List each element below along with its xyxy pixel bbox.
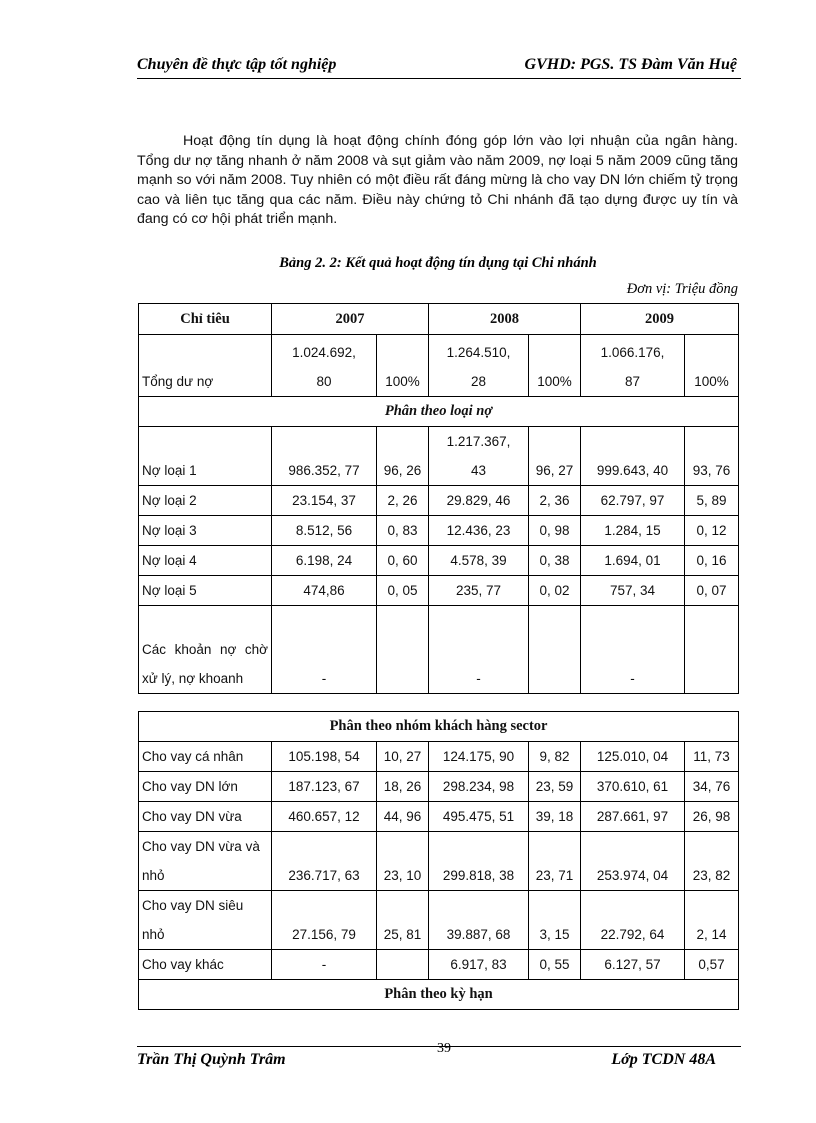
value-2008: 4.578, 39 <box>429 546 529 576</box>
percent-2008: 96, 27 <box>529 427 581 486</box>
percent-2008 <box>529 606 581 694</box>
section-title: Phân theo loại nợ <box>139 397 739 427</box>
percent-2008: 100% <box>529 335 581 397</box>
row-label: Cho vay DN vừa và nhỏ <box>139 832 272 891</box>
value-2007: - <box>272 950 377 980</box>
value-2009: 62.797, 97 <box>581 486 685 516</box>
header-indicator: Chỉ tiêu <box>139 304 272 335</box>
value-2007: 474,86 <box>272 576 377 606</box>
percent-2007: 18, 26 <box>377 772 429 802</box>
footer-class: Lớp TCDN 48A <box>611 1051 716 1068</box>
section-row-term <box>139 980 739 1010</box>
page-footer <box>137 1041 741 1075</box>
percent-2007: 0, 05 <box>377 576 429 606</box>
percent-2007: 23, 10 <box>377 832 429 891</box>
table-row <box>139 486 739 516</box>
value-2009: 287.661, 97 <box>581 802 685 832</box>
page-header <box>137 54 741 79</box>
table-row <box>139 950 739 980</box>
percent-2007 <box>377 950 429 980</box>
percent-2008: 39, 18 <box>529 802 581 832</box>
value-2009: 253.974, 04 <box>581 832 685 891</box>
value-2007: 460.657, 12 <box>272 802 377 832</box>
section-row-debt-type <box>139 397 739 427</box>
percent-2007: 0, 83 <box>377 516 429 546</box>
table-row <box>139 832 739 891</box>
value-2008: - <box>429 606 529 694</box>
value-2009-line2: 87 <box>624 374 641 389</box>
row-label: Nợ loại 1 <box>139 427 272 486</box>
percent-2007: 25, 81 <box>377 891 429 950</box>
value-2007: 187.123, 67 <box>272 772 377 802</box>
row-label: Nợ loại 4 <box>139 546 272 576</box>
percent-2009: 26, 98 <box>685 802 739 832</box>
percent-2008: 0, 38 <box>529 546 581 576</box>
row-label: Cho vay DN vừa <box>139 802 272 832</box>
row-label: Nợ loại 3 <box>139 516 272 546</box>
row-label: Các khoản nợ chờ xử lý, nợ khoanh <box>139 606 272 694</box>
percent-2007: 44, 96 <box>377 802 429 832</box>
percent-2008: 0, 98 <box>529 516 581 546</box>
value-2007: 986.352, 77 <box>272 427 377 486</box>
percent-2009 <box>685 606 739 694</box>
value-2009-line1: 1.066.176, <box>600 345 665 360</box>
table-caption-text: Bảng 2. 2: Kết quả hoạt động tín dụng tại Chi nhánh <box>279 255 597 271</box>
value-2007: 27.156, 79 <box>272 891 377 950</box>
percent-2009: 5, 89 <box>685 486 739 516</box>
percent-2009: 23, 82 <box>685 832 739 891</box>
table-caption <box>0 255 816 272</box>
table-row <box>139 772 739 802</box>
percent-2008: 23, 71 <box>529 832 581 891</box>
percent-2007: 10, 27 <box>377 742 429 772</box>
table-row <box>139 802 739 832</box>
value-2007: 105.198, 54 <box>272 742 377 772</box>
value-2008: 299.818, 38 <box>429 832 529 891</box>
table-row <box>139 891 739 950</box>
percent-2007: 100% <box>377 335 429 397</box>
table-header-row <box>139 304 739 335</box>
value-2008-line2: 28 <box>470 374 487 389</box>
percent-2009: 0,57 <box>685 950 739 980</box>
value-2008-line1: 1.217.367, <box>446 434 511 449</box>
row-label: Cho vay khác <box>139 950 272 980</box>
row-label: Nợ loại 5 <box>139 576 272 606</box>
value-2007: - <box>272 606 377 694</box>
percent-2009: 2, 14 <box>685 891 739 950</box>
body-paragraph: Hoạt động tín dụng là hoạt động chính đóng góp lớn vào lợi nhuận của ngân hàng. Tổng dư nợ tăng nhanh ở năm 2008 và sụt giảm vào năm 2009, nợ loại 5 năm 2009 cũng tăng mạnh so với năm 2008. Tuy nhiên có một điều rất đáng mừng là cho vay DN lớn chiếm tỷ trọng cao và liên tục tăng qua các năm. Điều này chứng tỏ Chi nhánh đã tạo dựng được uy tín và đang có cơ hội phát triển mạnh. <box>137 133 738 227</box>
value-2009: 999.643, 40 <box>581 427 685 486</box>
percent-2009: 34, 76 <box>685 772 739 802</box>
percent-2009: 11, 73 <box>685 742 739 772</box>
table-row-pending <box>139 606 739 694</box>
percent-2007: 2, 26 <box>377 486 429 516</box>
unit-label: Đơn vị: Triệu đồng <box>626 281 738 297</box>
table-row-total <box>139 335 739 397</box>
section-row-customer-group <box>139 712 739 742</box>
value-2008-line1: 1.264.510, <box>446 345 511 360</box>
page-number: 39 <box>437 1041 451 1056</box>
value-2008 <box>429 427 529 486</box>
footer-author: Trần Thị Quỳnh Trâm <box>137 1051 286 1068</box>
value-2009 <box>581 335 685 397</box>
value-2008: 124.175, 90 <box>429 742 529 772</box>
value-2008-line2: 43 <box>470 463 487 478</box>
value-2007-line1: 1.024.692, <box>292 345 356 360</box>
percent-2008: 0, 55 <box>529 950 581 980</box>
table-row <box>139 427 739 486</box>
value-2007: 6.198, 24 <box>272 546 377 576</box>
row-label: Cho vay DN siêu nhỏ <box>139 891 272 950</box>
header-2008: 2008 <box>429 304 581 335</box>
percent-2009: 93, 76 <box>685 427 739 486</box>
header-2009: 2009 <box>581 304 739 335</box>
row-label: Nợ loại 2 <box>139 486 272 516</box>
percent-2008: 2, 36 <box>529 486 581 516</box>
header-2007: 2007 <box>272 304 429 335</box>
value-2009: 6.127, 57 <box>581 950 685 980</box>
value-2009: 370.610, 61 <box>581 772 685 802</box>
table-row <box>139 516 739 546</box>
credit-table-1 <box>138 303 739 694</box>
value-2007 <box>272 335 377 397</box>
value-2008: 12.436, 23 <box>429 516 529 546</box>
percent-2009: 0, 12 <box>685 516 739 546</box>
percent-2008: 23, 59 <box>529 772 581 802</box>
percent-2008: 0, 02 <box>529 576 581 606</box>
percent-2007: 0, 60 <box>377 546 429 576</box>
value-2007: 23.154, 37 <box>272 486 377 516</box>
row-label: Tổng dư nợ <box>139 335 272 397</box>
value-2009: 757, 34 <box>581 576 685 606</box>
value-2009: - <box>581 606 685 694</box>
percent-2009: 0, 07 <box>685 576 739 606</box>
percent-2007: 96, 26 <box>377 427 429 486</box>
table-row <box>139 576 739 606</box>
table-row <box>139 742 739 772</box>
credit-table-2 <box>138 711 739 1010</box>
value-2009: 1.284, 15 <box>581 516 685 546</box>
value-2008 <box>429 335 529 397</box>
value-2008: 6.917, 83 <box>429 950 529 980</box>
section-title: Phân theo kỳ hạn <box>139 980 739 1010</box>
value-2009: 1.694, 01 <box>581 546 685 576</box>
header-right: GVHD: PGS. TS Đàm Văn Huệ <box>524 56 737 73</box>
value-2008: 235, 77 <box>429 576 529 606</box>
section-title: Phân theo nhóm khách hàng sector <box>139 712 739 742</box>
table-row <box>139 546 739 576</box>
row-label: Cho vay cá nhân <box>139 742 272 772</box>
percent-2008: 9, 82 <box>529 742 581 772</box>
value-2007-line2: 80 <box>316 374 332 389</box>
value-2007: 8.512, 56 <box>272 516 377 546</box>
percent-2009: 100% <box>685 335 739 397</box>
value-2008: 298.234, 98 <box>429 772 529 802</box>
value-2008: 39.887, 68 <box>429 891 529 950</box>
value-2009: 22.792, 64 <box>581 891 685 950</box>
percent-2008: 3, 15 <box>529 891 581 950</box>
value-2009: 125.010, 04 <box>581 742 685 772</box>
value-2008: 495.475, 51 <box>429 802 529 832</box>
percent-2009: 0, 16 <box>685 546 739 576</box>
value-2007: 236.717, 63 <box>272 832 377 891</box>
percent-2007 <box>377 606 429 694</box>
header-left: Chuyên đề thực tập tốt nghiệp <box>137 56 337 73</box>
value-2008: 29.829, 46 <box>429 486 529 516</box>
row-label: Cho vay DN lớn <box>139 772 272 802</box>
